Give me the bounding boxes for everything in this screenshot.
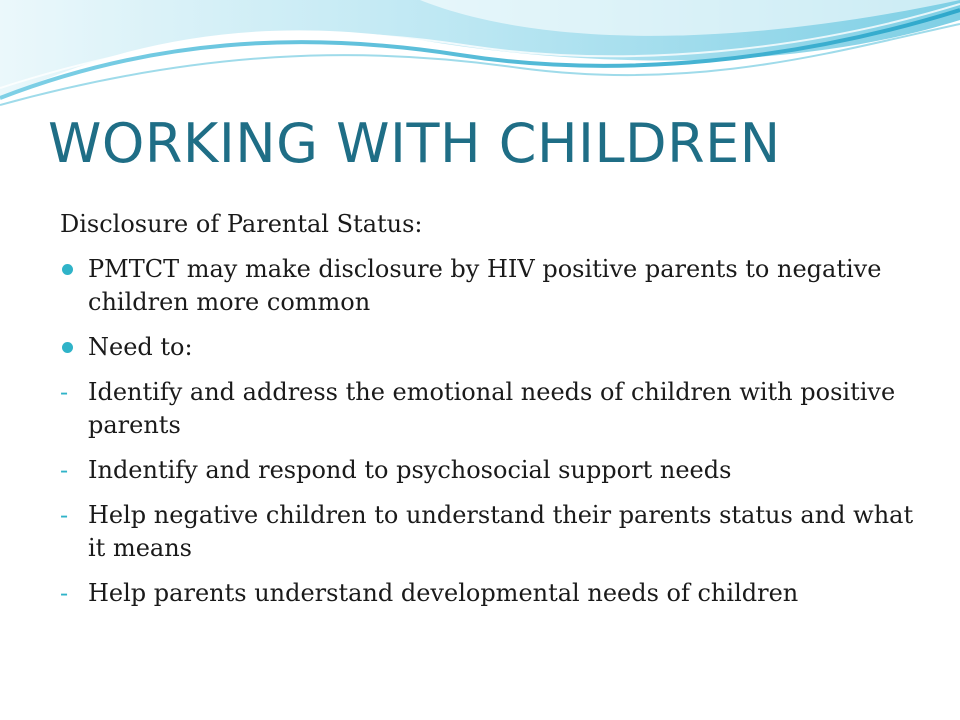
- dash-marker-icon: -: [60, 456, 69, 484]
- bullet-item: [60, 253, 920, 319]
- dash-text: Help parents understand developmental needs of children: [88, 579, 799, 607]
- bullet-text: PMTCT may make disclosure by HIV positive parents to negative children more common: [88, 255, 882, 316]
- header-wave-graphic: [0, 0, 960, 110]
- slide-title: WORKING WITH CHILDREN: [48, 112, 781, 175]
- dash-text: Identify and address the emotional needs of children with positive parents: [88, 378, 896, 439]
- bullet-dot-icon: [62, 342, 73, 353]
- bullet-item: [60, 331, 920, 364]
- dash-text: Help negative children to understand their parents status and what it means: [88, 501, 914, 562]
- slide-body: [60, 208, 920, 622]
- dash-item: [60, 577, 920, 610]
- dash-marker-icon: -: [60, 501, 69, 529]
- dash-text: Indentify and respond to psychosocial support needs: [88, 456, 732, 484]
- dash-marker-icon: -: [60, 579, 69, 607]
- bullet-dot-icon: [62, 264, 73, 275]
- dash-marker-icon: -: [60, 378, 69, 406]
- subheading: Disclosure of Parental Status:: [60, 210, 423, 238]
- dash-item: [60, 376, 920, 442]
- bullet-text: Need to:: [88, 333, 193, 361]
- dash-item: [60, 499, 920, 565]
- dash-item: [60, 454, 920, 487]
